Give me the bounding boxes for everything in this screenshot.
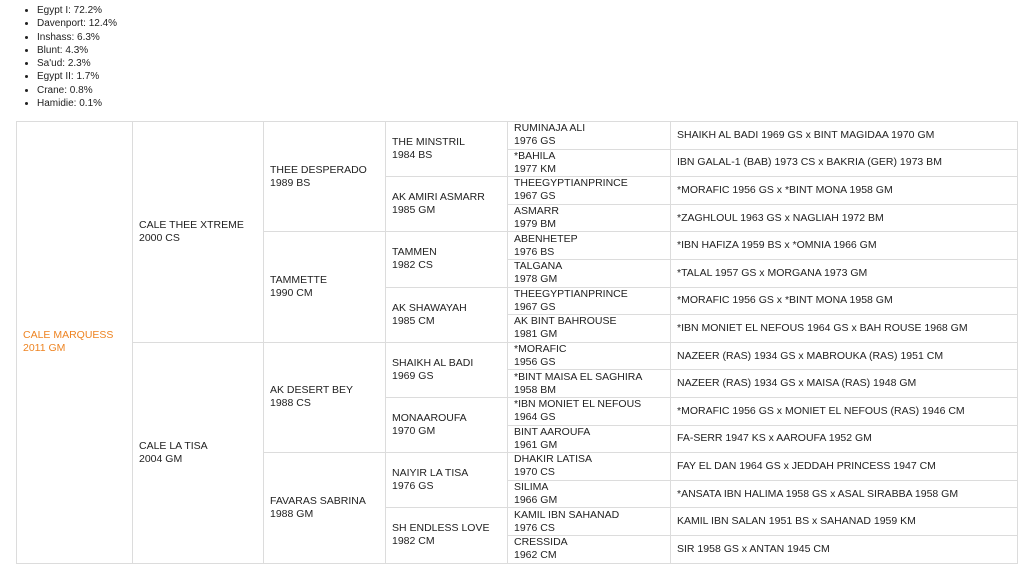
gen4-ancestor-cell[interactable] <box>508 425 671 453</box>
gen5-parents-cell: *MORAFIC 1956 GS x MONIET EL NEFOUS (RAS) 1946 CM <box>671 397 1018 425</box>
grandparent-cell[interactable] <box>264 453 386 563</box>
gen5-parents-cell: *ANSATA IBN HALIMA 1958 GS x ASAL SIRABBA 1958 GM <box>671 480 1018 508</box>
horse-info: 1982 CM <box>392 535 435 548</box>
gen4-ancestor-cell[interactable] <box>508 315 671 343</box>
horse-name: AK BINT BAHROUSE <box>514 315 617 328</box>
horse-name: CALE LA TISA <box>139 439 208 452</box>
gen4-ancestor-cell[interactable] <box>508 149 671 177</box>
bloodline-item: • Egypt II: 1.7% <box>37 70 117 83</box>
horse-info: 1988 GM <box>270 507 314 520</box>
great-grandparent-cell[interactable] <box>386 177 508 232</box>
horse-info: 1978 GM <box>514 273 558 286</box>
gen5-parents-cell: *ZAGHLOUL 1963 GS x NAGLIAH 1972 BM <box>671 204 1018 232</box>
horse-name: FAVARAS SABRINA <box>270 494 366 507</box>
horse-info: 2000 CS <box>139 231 180 244</box>
great-grandparent-cell[interactable] <box>386 397 508 452</box>
horse-name: TALGANA <box>514 260 563 273</box>
horse-name: *IBN MONIET EL NEFOUS <box>514 398 642 411</box>
gen4-ancestor-cell[interactable] <box>508 397 671 425</box>
horse-name: NAIYIR LA TISA <box>392 467 469 480</box>
gen4-ancestor-cell[interactable] <box>508 232 671 260</box>
great-grandparent-cell[interactable] <box>386 232 508 287</box>
horse-info: 1981 GM <box>514 328 558 341</box>
horse-name: SHAIKH AL BADI <box>392 356 474 369</box>
horse-info: 1976 CS <box>514 521 555 534</box>
great-grandparent-cell[interactable] <box>386 453 508 508</box>
gen4-ancestor-cell[interactable] <box>508 259 671 287</box>
gen4-ancestor-cell[interactable] <box>508 453 671 481</box>
parent-cell[interactable] <box>133 342 264 563</box>
horse-info: 1967 GS <box>514 190 556 203</box>
horse-info: 1961 GM <box>514 438 558 451</box>
gen5-parents-cell: *MORAFIC 1956 GS x *BINT MONA 1958 GM <box>671 177 1018 205</box>
gen5-parents-cell: *TALAL 1957 GS x MORGANA 1973 GM <box>671 259 1018 287</box>
pedigree-row <box>17 342 1018 370</box>
pedigree-table <box>16 121 1018 564</box>
horse-name: *BINT MAISA EL SAGHIRA <box>514 370 643 383</box>
horse-name: ABENHETEP <box>514 232 578 245</box>
horse-name: KAMIL IBN SAHANAD <box>514 508 620 521</box>
horse-info: 1976 GS <box>392 480 434 493</box>
horse-info: 1985 CM <box>392 314 435 327</box>
horse-info: 1967 GS <box>514 300 556 313</box>
pedigree-row <box>17 122 1018 150</box>
gen5-parents-cell: *IBN MONIET EL NEFOUS 1964 GS x BAH ROUSE 1968 GM <box>671 315 1018 343</box>
horse-info: 1976 GS <box>514 135 556 148</box>
horse-name: AK AMIRI ASMARR <box>392 191 485 204</box>
horse-name: AK DESERT BEY <box>270 384 354 397</box>
horse-name: SILIMA <box>514 481 549 494</box>
grandparent-cell[interactable] <box>264 342 386 452</box>
horse-name: *BAHILA <box>514 149 556 162</box>
horse-name: THE MINSTRIL <box>392 136 465 149</box>
horse-name: SH ENDLESS LOVE <box>392 522 490 535</box>
gen5-parents-cell: SHAIKH AL BADI 1969 GS x BINT MAGIDAA 1970 GM <box>671 122 1018 150</box>
gen5-parents-cell: FAY EL DAN 1964 GS x JEDDAH PRINCESS 1947 CM <box>671 453 1018 481</box>
bloodline-item: • Sa'ud: 2.3% <box>37 57 117 70</box>
gen5-parents-cell: *MORAFIC 1956 GS x *BINT MONA 1958 GM <box>671 287 1018 315</box>
bloodline-item: • Hamidie: 0.1% <box>37 97 117 110</box>
gen4-ancestor-cell[interactable] <box>508 342 671 370</box>
horse-info: 2004 GM <box>139 452 183 465</box>
horse-name: CALE MARQUESS <box>23 329 114 342</box>
gen4-ancestor-cell[interactable] <box>508 535 671 563</box>
great-grandparent-cell[interactable] <box>386 508 508 563</box>
gen5-parents-cell: FA-SERR 1947 KS x AAROUFA 1952 GM <box>671 425 1018 453</box>
great-grandparent-cell[interactable] <box>386 342 508 397</box>
horse-info: 1985 GM <box>392 204 436 217</box>
horse-name: TAMMETTE <box>270 274 327 287</box>
grandparent-cell[interactable] <box>264 232 386 342</box>
horse-name: DHAKIR LATISA <box>514 453 592 466</box>
horse-name: MONAAROUFA <box>392 412 467 425</box>
great-grandparent-cell[interactable] <box>386 122 508 177</box>
horse-info: 1969 GS <box>392 369 434 382</box>
bloodline-item: • Davenport: 12.4% <box>37 17 117 30</box>
horse-name: RUMINAJA ALI <box>514 122 586 135</box>
horse-name: THEE DESPERADO <box>270 163 367 176</box>
gen5-parents-cell: IBN GALAL-1 (BAB) 1973 CS x BAKRIA (GER) 1973 BM <box>671 149 1018 177</box>
gen5-parents-cell: NAZEER (RAS) 1934 GS x MABROUKA (RAS) 1951 CM <box>671 342 1018 370</box>
gen4-ancestor-cell[interactable] <box>508 508 671 536</box>
gen5-parents-cell: *IBN HAFIZA 1959 BS x *OMNIA 1966 GM <box>671 232 1018 260</box>
bloodline-item: • Inshass: 6.3% <box>37 31 117 44</box>
gen4-ancestor-cell[interactable] <box>508 370 671 398</box>
horse-name: ASMARR <box>514 205 559 218</box>
great-grandparent-cell[interactable] <box>386 287 508 342</box>
grandparent-cell[interactable] <box>264 122 386 232</box>
horse-name: THEEGYPTIANPRINCE <box>514 177 628 190</box>
horse-name: THEEGYPTIANPRINCE <box>514 287 628 300</box>
horse-info: 1962 CM <box>514 549 557 562</box>
gen4-ancestor-cell[interactable] <box>508 480 671 508</box>
parent-cell[interactable] <box>133 122 264 343</box>
horse-info: 1970 GM <box>392 425 436 438</box>
bloodline-item: • Egypt I: 72.2% <box>37 4 117 17</box>
horse-name: CRESSIDA <box>514 536 568 549</box>
horse-info: 2011 GM <box>23 342 66 355</box>
subject-horse[interactable] <box>17 122 133 564</box>
horse-info: 1966 GM <box>514 494 558 507</box>
horse-info: 1956 GS <box>514 356 556 369</box>
horse-name: AK SHAWAYAH <box>392 301 467 314</box>
horse-info: 1990 CM <box>270 287 313 300</box>
horse-info: 1977 KM <box>514 162 557 175</box>
gen4-ancestor-cell[interactable] <box>508 287 671 315</box>
gen4-ancestor-cell[interactable] <box>508 204 671 232</box>
bloodline-item: • Crane: 0.8% <box>37 84 117 97</box>
horse-info: 1976 BS <box>514 245 555 258</box>
horse-info: 1982 CS <box>392 259 433 272</box>
horse-name: TAMMEN <box>392 246 437 259</box>
horse-info: 1984 BS <box>392 149 433 162</box>
horse-info: 1958 BM <box>514 383 557 396</box>
horse-info: 1988 CS <box>270 397 311 410</box>
bloodline-item: • Blunt: 4.3% <box>37 44 117 57</box>
horse-name: CALE THEE XTREME <box>139 218 244 231</box>
horse-info: 1979 BM <box>514 218 557 231</box>
bloodline-percentages-list <box>22 4 117 110</box>
gen4-ancestor-cell[interactable] <box>508 122 671 150</box>
horse-info: 1970 CS <box>514 466 555 479</box>
horse-info: 1964 GS <box>514 411 556 424</box>
horse-info: 1989 BS <box>270 176 311 189</box>
horse-name: *MORAFIC <box>514 343 567 356</box>
gen5-parents-cell: SIR 1958 GS x ANTAN 1945 CM <box>671 535 1018 563</box>
horse-name: BINT AAROUFA <box>514 425 591 438</box>
gen5-parents-cell: NAZEER (RAS) 1934 GS x MAISA (RAS) 1948 GM <box>671 370 1018 398</box>
gen4-ancestor-cell[interactable] <box>508 177 671 205</box>
gen5-parents-cell: KAMIL IBN SALAN 1951 BS x SAHANAD 1959 KM <box>671 508 1018 536</box>
